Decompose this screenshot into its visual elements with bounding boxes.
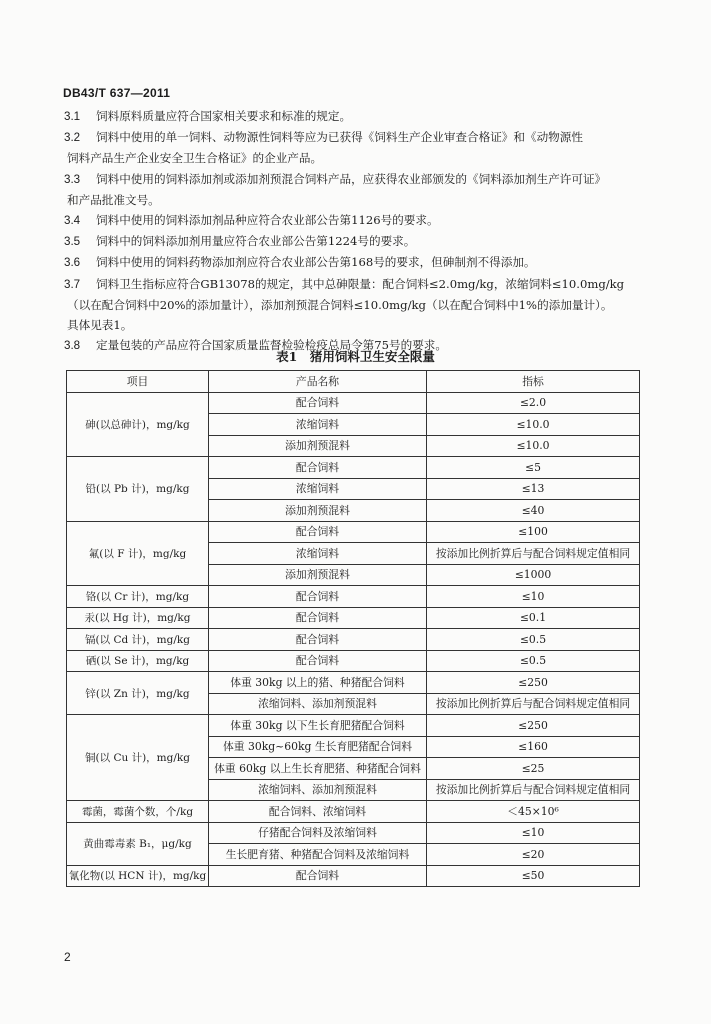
table-header-row <box>67 371 640 393</box>
clause-text: （以在配合饲料中20%的添加量计），添加剂预混合饲料≤10.0mg/kg（以在配合饲料中1%的添加量计）。 <box>67 297 613 312</box>
item-cell: 砷(以总砷计)，mg/kg <box>67 392 209 457</box>
product-cell: 仔猪配合饲料及浓缩饲料 <box>209 822 427 844</box>
header-product: 产品名称 <box>209 371 427 393</box>
product-cell: 配合饲料 <box>209 629 427 651</box>
clause-line <box>64 315 644 335</box>
hygiene-limits-table <box>66 370 640 887</box>
limit-cell: ≤25 <box>427 758 640 780</box>
clause-number: 3.3 <box>64 172 81 186</box>
clause-text: 定量包装的产品应符合国家质量监督检验检疫总局令第75号的要求。 <box>96 338 447 353</box>
product-cell: 浓缩饲料 <box>209 414 427 436</box>
table-row <box>67 392 640 414</box>
table-row <box>67 650 640 672</box>
clause-text: 饲料中使用的单一饲料、动物源性饲料等应为已获得《饲料生产企业审查合格证》和《动物源性 <box>96 130 583 145</box>
limit-cell: ≤100 <box>427 521 640 543</box>
clause-line <box>64 231 644 252</box>
table-row <box>67 672 640 694</box>
clause-number: 3.8 <box>64 339 81 353</box>
clause-line <box>64 169 644 190</box>
product-cell: 配合饲料 <box>209 607 427 629</box>
table-row <box>67 629 640 651</box>
clause-text: 饲料产品生产企业安全卫生合格证》的企业产品。 <box>67 151 323 166</box>
limit-cell: ≤50 <box>427 865 640 887</box>
limit-cell: ≤10.0 <box>427 435 640 457</box>
limit-cell: ≤10.0 <box>427 414 640 436</box>
product-cell: 体重 30kg 以上的猪、种猪配合饲料 <box>209 672 427 694</box>
table-row <box>67 607 640 629</box>
product-cell: 添加剂预混料 <box>209 500 427 522</box>
clause-number: 3.6 <box>64 256 81 270</box>
table-row <box>67 715 640 737</box>
clause-number: 3.5 <box>64 235 81 249</box>
clause-text: 和产品批准文号。 <box>67 192 160 207</box>
item-cell: 镉(以 Cd 计)，mg/kg <box>67 629 209 651</box>
limit-cell: ≤13 <box>427 478 640 500</box>
product-cell: 体重 30kg 以下生长育肥猪配合饲料 <box>209 715 427 737</box>
item-cell: 铜(以 Cu 计)，mg/kg <box>67 715 209 801</box>
product-cell: 添加剂预混料 <box>209 435 427 457</box>
item-cell: 锌(以 Zn 计)，mg/kg <box>67 672 209 715</box>
clause-number: 3.1 <box>64 110 81 123</box>
item-cell: 霉菌，霉菌个数，个/kg <box>67 801 209 823</box>
product-cell: 体重 30kg~60kg 生长育肥猪配合饲料 <box>209 736 427 758</box>
product-cell: 配合饲料 <box>209 392 427 414</box>
product-cell: 浓缩饲料 <box>209 543 427 565</box>
limit-cell: ≤0.1 <box>427 607 640 629</box>
clause-text: 饲料中使用的饲料添加剂品种应符合农业部公告第1126号的要求。 <box>96 213 439 228</box>
clause-number: 3.2 <box>64 131 81 145</box>
clause-line <box>64 190 644 210</box>
item-cell: 氰化物(以 HCN 计)，mg/kg <box>67 865 209 887</box>
clause-text: 饲料原料质量应符合国家相关要求和标准的规定。 <box>96 109 352 123</box>
header-limit: 指标 <box>427 371 640 393</box>
product-cell: 添加剂预混料 <box>209 564 427 586</box>
limit-cell: ≤1000 <box>427 564 640 586</box>
clause-number: 3.7 <box>64 277 81 291</box>
limit-cell: ≤2.0 <box>427 392 640 414</box>
page-number: 2 <box>64 950 71 964</box>
limit-cell: ≤20 <box>427 844 640 866</box>
clause-text: 具体见表1。 <box>67 318 133 333</box>
limit-cell: ≤250 <box>427 715 640 737</box>
product-cell: 体重 60kg 以上生长育肥猪、种猪配合饲料 <box>209 758 427 780</box>
product-cell: 浓缩饲料、添加剂预混料 <box>209 779 427 801</box>
limit-cell: ＜45×10⁶ <box>427 801 640 823</box>
limit-cell: 按添加比例折算后与配合饲料规定值相同 <box>427 779 640 801</box>
clause-text: 饲料卫生指标应符合GB13078的规定，其中总砷限量：配合饲料≤2.0mg/kg，浓缩饲料≤10.0mg/kg <box>96 276 625 291</box>
limit-cell: ≤0.5 <box>427 650 640 672</box>
product-cell: 浓缩饲料、添加剂预混料 <box>209 693 427 715</box>
limit-cell: ≤160 <box>427 736 640 758</box>
item-cell: 黄曲霉毒素 B₁，μg/kg <box>67 822 209 865</box>
product-cell: 浓缩饲料 <box>209 478 427 500</box>
clause-line <box>64 295 644 315</box>
limit-cell: ≤5 <box>427 457 640 479</box>
limit-cell: ≤10 <box>427 822 640 844</box>
clause-number: 3.4 <box>64 214 81 228</box>
table-row <box>67 521 640 543</box>
limit-cell: 按添加比例折算后与配合饲料规定值相同 <box>427 693 640 715</box>
product-cell: 配合饲料 <box>209 650 427 672</box>
clause-line <box>64 210 644 231</box>
clause-line <box>64 127 644 148</box>
table-row <box>67 822 640 844</box>
limit-cell: 按添加比例折算后与配合饲料规定值相同 <box>427 543 640 565</box>
item-cell: 氟(以 F 计)，mg/kg <box>67 521 209 586</box>
clause-text: 饲料中的饲料添加剂用量应符合农业部公告第1224号的要求。 <box>96 234 416 249</box>
product-cell: 生长肥育猪、种猪配合饲料及浓缩饲料 <box>209 844 427 866</box>
clause-line <box>64 274 644 295</box>
clause-line <box>64 106 644 127</box>
limit-cell: ≤250 <box>427 672 640 694</box>
item-cell: 硒(以 Se 计)，mg/kg <box>67 650 209 672</box>
product-cell: 配合饲料 <box>209 865 427 887</box>
table-row <box>67 801 640 823</box>
table-row <box>67 586 640 608</box>
item-cell: 汞(以 Hg 计)，mg/kg <box>67 607 209 629</box>
limit-cell: ≤0.5 <box>427 629 640 651</box>
table-row <box>67 865 640 887</box>
product-cell: 配合饲料 <box>209 586 427 608</box>
standard-number: DB43/T 637—2011 <box>63 86 171 100</box>
limit-cell: ≤40 <box>427 500 640 522</box>
product-cell: 配合饲料、浓缩饲料 <box>209 801 427 823</box>
table-row <box>67 457 640 479</box>
item-cell: 铅(以 Pb 计)，mg/kg <box>67 457 209 522</box>
clause-line <box>64 148 644 168</box>
item-cell: 铬(以 Cr 计)，mg/kg <box>67 586 209 608</box>
header-item: 项目 <box>67 371 209 393</box>
product-cell: 配合饲料 <box>209 521 427 543</box>
clause-line <box>64 252 644 273</box>
clause-text: 饲料中使用的饲料药物添加剂应符合农业部公告第168号的要求，但砷制剂不得添加。 <box>96 255 536 270</box>
limit-cell: ≤10 <box>427 586 640 608</box>
table-title: 表1 猪用饲料卫生安全限量 <box>276 349 435 364</box>
product-cell: 配合饲料 <box>209 457 427 479</box>
clause-list <box>64 106 644 356</box>
clause-text: 饲料中使用的饲料添加剂或添加剂预混合饲料产品，应获得农业部颁发的《饲料添加剂生产许可证》 <box>96 171 607 186</box>
